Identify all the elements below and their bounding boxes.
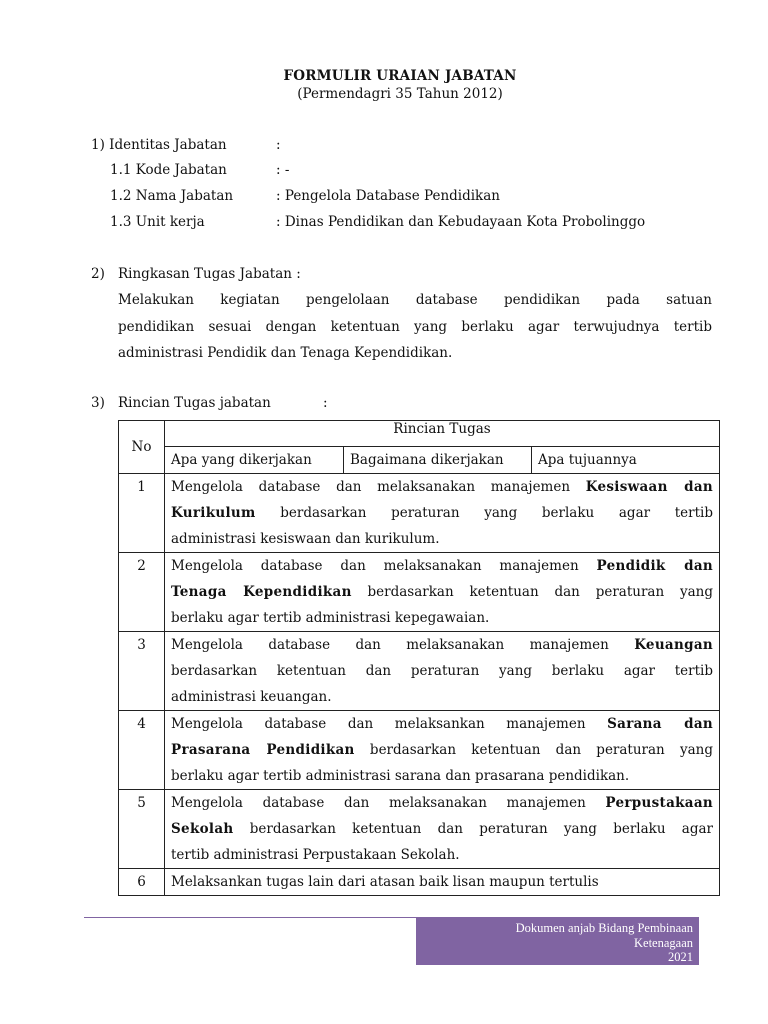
paragraph-line: Melakukan kegiatan pengelolaan database pendidikan pada satuan: [118, 292, 712, 308]
task-text: administrasi kesiswaan dan kurikulum.: [171, 531, 440, 547]
table-row: [119, 869, 720, 896]
task-text: berdasarkan ketentuan dan peraturan yang berlaku agar tertib: [171, 663, 713, 679]
task-text: berlaku agar tertib administrasi sarana dan prasarana pendidikan.: [171, 768, 630, 784]
row-number: 6: [119, 869, 165, 896]
kode-jabatan-label: 1.1 Kode Jabatan: [110, 162, 227, 178]
footer-line-1: Dokumen anjab Bidang Pembinaan: [515, 921, 693, 935]
task-emphasis: Pendidik dan: [596, 558, 714, 574]
col-bagaimana-header: Bagaimana dikerjakan: [344, 447, 532, 474]
task-text: Mengelola database dan melaksankan manajemen: [171, 716, 608, 732]
col-no-header: No: [119, 421, 165, 474]
section3-label: Rincian Tugas jabatan: [118, 395, 271, 411]
task-description: [165, 790, 720, 869]
task-text: Mengelola database dan melaksanakan manajemen: [171, 558, 597, 574]
section2-number: 2): [91, 266, 105, 282]
paragraph-line: pendidikan sesuai dengan ketentuan yang berlaku agar terwujudnya tertib: [118, 318, 712, 335]
row-number: 4: [119, 711, 165, 790]
table-row: [119, 790, 720, 869]
task-emphasis: Sarana dan: [607, 716, 714, 732]
task-description: [165, 474, 720, 553]
task-text: berdasarkan ketentuan dan peraturan yang berlaku agar: [233, 821, 713, 837]
task-description: [165, 553, 720, 632]
task-emphasis: Kurikulum: [171, 505, 256, 521]
footer-line-3: 2021: [668, 950, 693, 964]
task-emphasis: Sekolah: [171, 821, 234, 837]
section1-heading: [91, 137, 227, 153]
unit-kerja-label: 1.3 Unit kerja: [110, 214, 205, 230]
tasks-table: [118, 420, 720, 896]
task-description: [165, 711, 720, 790]
table-row: [119, 474, 720, 553]
section1-colon: :: [276, 137, 281, 153]
table-row: [119, 553, 720, 632]
col-apa-dikerjakan-header: Apa yang dikerjakan: [165, 447, 344, 474]
task-text: berlaku agar tertib administrasi kepegawaian.: [171, 610, 490, 626]
footer-line-2: Ketenagaan: [634, 935, 693, 950]
unit-kerja-value: : Dinas Pendidikan dan Kebudayaan Kota Probolinggo: [276, 214, 646, 230]
row-number: 3: [119, 632, 165, 711]
section3-number: 3): [91, 395, 105, 411]
task-emphasis: Keuangan: [634, 637, 713, 653]
task-text: berdasarkan ketentuan dan peraturan yang: [351, 584, 713, 600]
task-emphasis: Perpustakaan: [605, 795, 713, 811]
kode-jabatan-value: : -: [276, 162, 290, 178]
table-header-row: [119, 421, 720, 447]
document-title: FORMULIR URAIAN JABATAN: [283, 68, 517, 84]
task-text: Mengelola database dan melaksanakan manajemen: [171, 479, 586, 495]
task-description: [165, 632, 720, 711]
task-description: [165, 869, 720, 896]
nama-jabatan-label: 1.2 Nama Jabatan: [110, 188, 234, 204]
document-subtitle: (Permendagri 35 Tahun 2012): [297, 86, 503, 102]
section2-paragraph: [118, 287, 712, 367]
footer-label: [416, 917, 699, 965]
task-emphasis: Kesiswaan dan: [585, 479, 714, 495]
row-number: 2: [119, 553, 165, 632]
task-emphasis: Tenaga Kependidikan: [171, 584, 352, 600]
section1-label: 1) Identitas Jabatan: [91, 137, 227, 153]
task-text: berdasarkan peraturan yang berlaku agar tertib: [255, 505, 713, 521]
task-text: Melaksankan tugas lain dari atasan baik lisan maupun tertulis: [171, 874, 599, 890]
table-subheader-row: [119, 447, 720, 474]
table-row: [119, 711, 720, 790]
section2-label: Ringkasan Tugas Jabatan :: [118, 266, 301, 282]
task-text: Mengelola database dan melaksanakan manajemen: [171, 795, 606, 811]
col-rincian-header: Rincian Tugas: [165, 421, 720, 447]
row-number: 1: [119, 474, 165, 553]
col-tujuan-header: Apa tujuannya: [532, 447, 720, 474]
task-emphasis: Prasarana Pendidikan: [171, 742, 355, 758]
task-text: tertib administrasi Perpustakaan Sekolah.: [171, 847, 460, 863]
footer-divider: [84, 917, 416, 918]
task-text: berdasarkan ketentuan dan peraturan yang: [354, 742, 713, 758]
paragraph-line: administrasi Pendidik dan Tenaga Kependidikan.: [118, 345, 453, 361]
section3-colon: :: [323, 395, 328, 411]
row-number: 5: [119, 790, 165, 869]
task-text: administrasi keuangan.: [171, 689, 332, 705]
table-row: [119, 632, 720, 711]
nama-jabatan-value: : Pengelola Database Pendidikan: [276, 188, 500, 204]
task-text: Mengelola database dan melaksanakan manajemen: [171, 637, 635, 653]
